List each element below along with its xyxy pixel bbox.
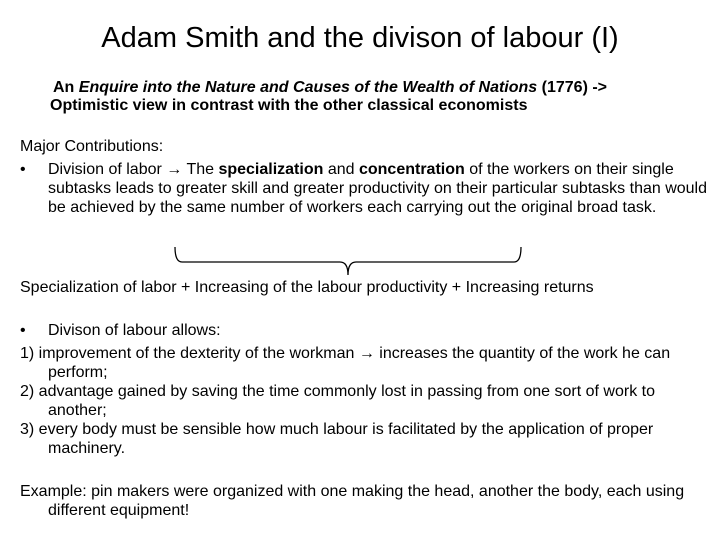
subtitle — [50, 79, 710, 115]
book-title: Enquire into the Nature and Causes of the Wealth of Nations — [78, 79, 538, 96]
bold-concentration: concentration — [358, 161, 465, 178]
subtitle-line-1 — [50, 79, 710, 97]
text-fragment: of the workers on their single subtasks leads to greater skill and greater productivity on their particular subtasks than would be achieved by the same number of workers each carrying out the original broad task. — [48, 161, 708, 216]
allows-heading: Divison of labour allows: — [48, 322, 221, 339]
example-text: Example: pin makers were organized with one making the head, another the body, each using different equipment! — [20, 483, 685, 519]
contribution-bullet — [20, 160, 710, 217]
subtitle-part1: An — [53, 79, 79, 96]
bullet-dot: • — [20, 322, 26, 339]
summary-line: Specialization of labor + Increasing of the labour productivity + Increasing returns — [20, 279, 594, 296]
allows-bullet — [20, 321, 710, 340]
text-fragment: increases the quantity of the work he can perform; — [48, 345, 671, 381]
subtitle-line-2: Optimistic view in contrast with the other classical economists — [50, 97, 528, 114]
text-fragment: 1) improvement of the dexterity of the workman — [20, 345, 359, 362]
text-fragment: The — [182, 161, 219, 178]
slide-title: Adam Smith and the divison of labour (I) — [101, 22, 619, 54]
curly-brace-icon — [170, 245, 526, 279]
text-fragment: and — [323, 161, 359, 178]
subtitle-part2: (1776) -> — [537, 79, 608, 96]
bullet-dot: • — [20, 161, 26, 178]
right-arrow-icon: → — [166, 161, 183, 178]
contribution-text — [48, 160, 710, 217]
allows-item-2: 2) advantage gained by saving the time commonly lost in passing from one sort of work to another; — [20, 383, 655, 419]
right-arrow-icon: → — [358, 345, 375, 362]
allows-item-1 — [20, 344, 705, 382]
bold-specialization: specialization — [218, 161, 324, 178]
allows-item-3: 3) every body must be sensible how much labour is facilitated by the application of proper machinery. — [20, 421, 654, 457]
text-fragment: Division of labor — [48, 161, 167, 178]
contributions-heading: Major Contributions: — [20, 138, 164, 155]
